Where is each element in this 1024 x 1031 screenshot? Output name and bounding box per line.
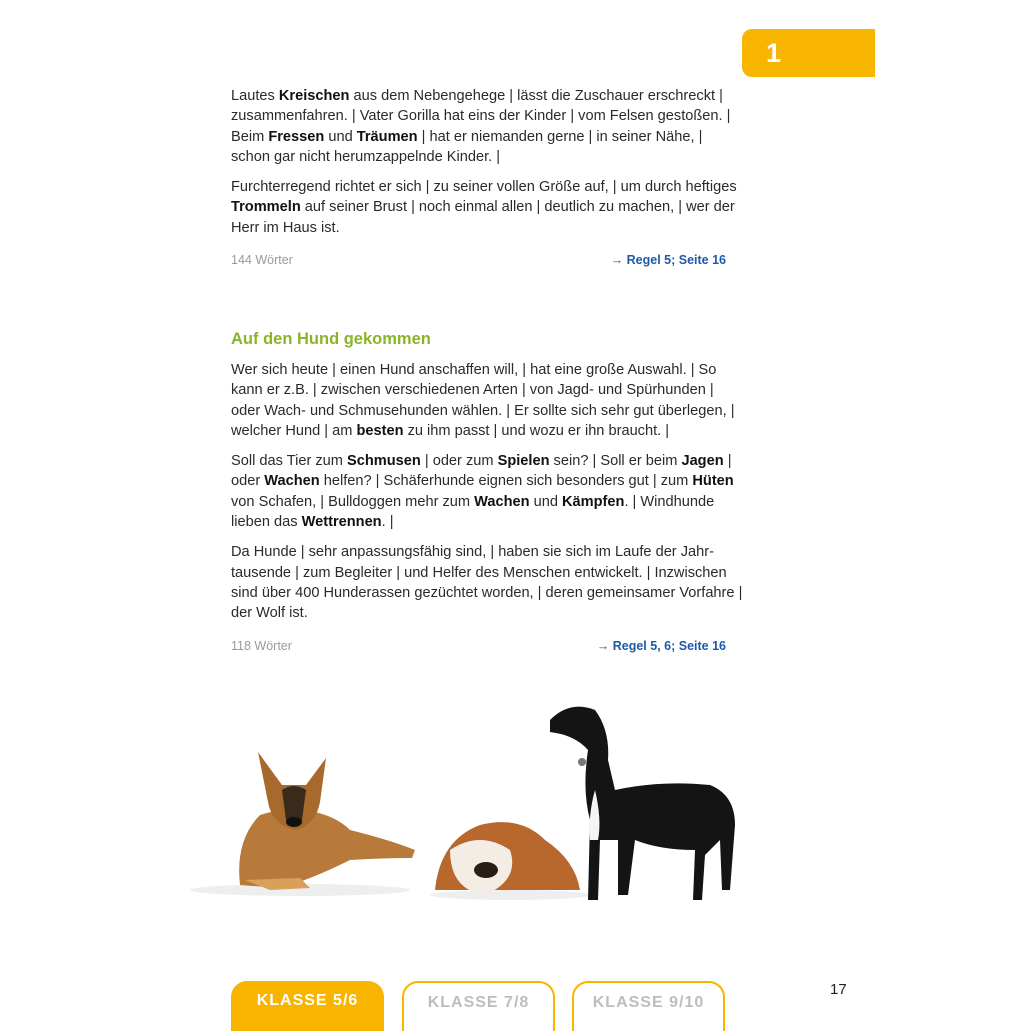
section2-meta	[231, 638, 726, 654]
paragraph	[231, 451, 734, 532]
chapter-number: 1	[766, 38, 782, 68]
text-segment: und	[324, 128, 357, 145]
text-segment: |	[723, 453, 732, 470]
text-line	[231, 380, 726, 400]
text-line	[231, 563, 726, 583]
text-segment: zusammenfahren. | Vater Gorilla hat eins der Kinder | vom Felsen gestoßen. |	[231, 108, 731, 125]
section1-rule-link[interactable]: → Regel 5; Seite 16	[610, 253, 726, 267]
section1-meta	[231, 252, 726, 268]
text-line	[231, 583, 743, 603]
greyhound-image	[550, 707, 735, 900]
text-line	[231, 360, 726, 380]
text-line	[231, 218, 726, 238]
text-segment: oder	[231, 473, 265, 490]
text-line	[231, 127, 726, 147]
text-line	[231, 401, 735, 421]
paragraph	[231, 177, 737, 238]
text-line	[231, 177, 737, 197]
text-segment: Herr im Haus ist.	[231, 219, 340, 236]
emphasized-word: Jagen	[681, 453, 724, 470]
emphasized-word: Kämpfen	[562, 493, 625, 510]
text-segment: der Wolf ist.	[231, 605, 308, 622]
text-segment: | oder zum	[420, 453, 498, 470]
tab-klasse-7-8[interactable]: KLASSE 7/8	[402, 981, 555, 1031]
text-segment: aus dem Nebengehege | lässt die Zuschauer erschreckt |	[349, 88, 723, 104]
text-segment: lieben das	[231, 514, 302, 531]
text-line	[231, 197, 735, 217]
section2-text	[231, 360, 743, 624]
text-segment: welcher Hund | am	[231, 422, 357, 439]
text-segment: . | Windhunde	[624, 493, 715, 510]
emphasized-word: Wachen	[264, 473, 320, 490]
text-line	[231, 451, 732, 471]
text-segment: Soll das Tier zum	[231, 453, 347, 470]
tab-klasse-9-10[interactable]: KLASSE 9/10	[572, 981, 725, 1031]
emphasized-word: Hüten	[692, 473, 734, 490]
section2-title: Auf den Hund gekommen	[231, 330, 431, 348]
tab-klasse-5-6[interactable]: KLASSE 5/6	[231, 981, 384, 1031]
chapter-marker	[742, 29, 875, 77]
text-segment: auf seiner Brust | noch einmal allen | deutlich zu machen, | wer der	[300, 199, 735, 216]
emphasized-word: Träumen	[356, 128, 418, 145]
emphasized-word: Fressen	[268, 128, 325, 145]
text-segment: kann er z.B. | zwischen verschiedenen Arten | von Jagd- und Spürhunden |	[231, 382, 714, 399]
emphasized-word: Spielen	[497, 453, 550, 470]
text-line	[231, 492, 726, 512]
paragraph	[231, 86, 731, 167]
text-segment: | hat er niemanden gerne | in seiner Nähe, |	[417, 128, 703, 145]
text-line	[231, 86, 726, 106]
text-segment: Lautes	[231, 88, 279, 104]
text-line	[231, 147, 726, 167]
section2-word-count: 118 Wörter	[231, 639, 292, 653]
text-line	[231, 542, 726, 562]
text-segment: oder Wach- und Schmusehunden wählen. | Er sollte sich sehr gut überlegen, |	[231, 402, 735, 419]
text-segment: . |	[381, 514, 394, 531]
text-segment: von Schafen, | Bulldoggen mehr zum	[231, 493, 475, 510]
text-segment: Beim	[231, 128, 269, 145]
text-segment: Da Hunde | sehr anpassungsfähig sind, | haben sie sich im Laufe der Jahr-	[231, 544, 714, 561]
text-segment: helfen? | Schäferhunde eignen sich besonders gut | zum	[319, 473, 693, 490]
text-segment: Wer sich heute | einen Hund anschaffen will, | hat eine große Auswahl. | So	[231, 362, 717, 378]
emphasized-word: Kreischen	[278, 88, 350, 104]
text-segment: sind über 400 Hunderassen gezüchtet worden, | deren gemeinsamer Vorfahre |	[231, 584, 743, 601]
section2-rule-link[interactable]: → Regel 5, 6; Seite 16	[596, 639, 726, 653]
section1-text	[231, 86, 737, 238]
text-line	[231, 471, 734, 491]
text-line	[231, 106, 731, 126]
emphasized-word: Wachen	[474, 493, 530, 510]
text-segment: tausende | zum Begleiter | und Helfer des Menschen entwickelt. | Inzwischen	[231, 564, 727, 581]
emphasized-word: besten	[356, 422, 404, 439]
paragraph	[231, 542, 743, 623]
section1-word-count: 144 Wörter	[231, 253, 293, 267]
text-segment: Furchterregend richtet er sich | zu seiner vollen Größe auf, | um durch heftiges	[231, 179, 737, 196]
text-line	[231, 512, 726, 532]
emphasized-word: Trommeln	[231, 199, 301, 216]
emphasized-word: Wettrennen	[301, 514, 382, 531]
text-segment: sein? | Soll er beim	[549, 453, 682, 470]
text-segment: zu ihm passt | und wozu er ihn braucht. |	[403, 422, 670, 439]
text-segment: und	[529, 493, 562, 510]
german-shepherd-image	[190, 752, 415, 896]
page-number: 17	[830, 981, 847, 998]
text-line	[231, 603, 726, 623]
dogs-photo	[190, 690, 750, 910]
text-segment: schon gar nicht herumzappelnde Kinder. |	[231, 148, 501, 165]
bulldog-image	[430, 822, 590, 900]
text-line	[231, 421, 726, 441]
paragraph	[231, 360, 735, 441]
emphasized-word: Schmusen	[346, 453, 421, 470]
